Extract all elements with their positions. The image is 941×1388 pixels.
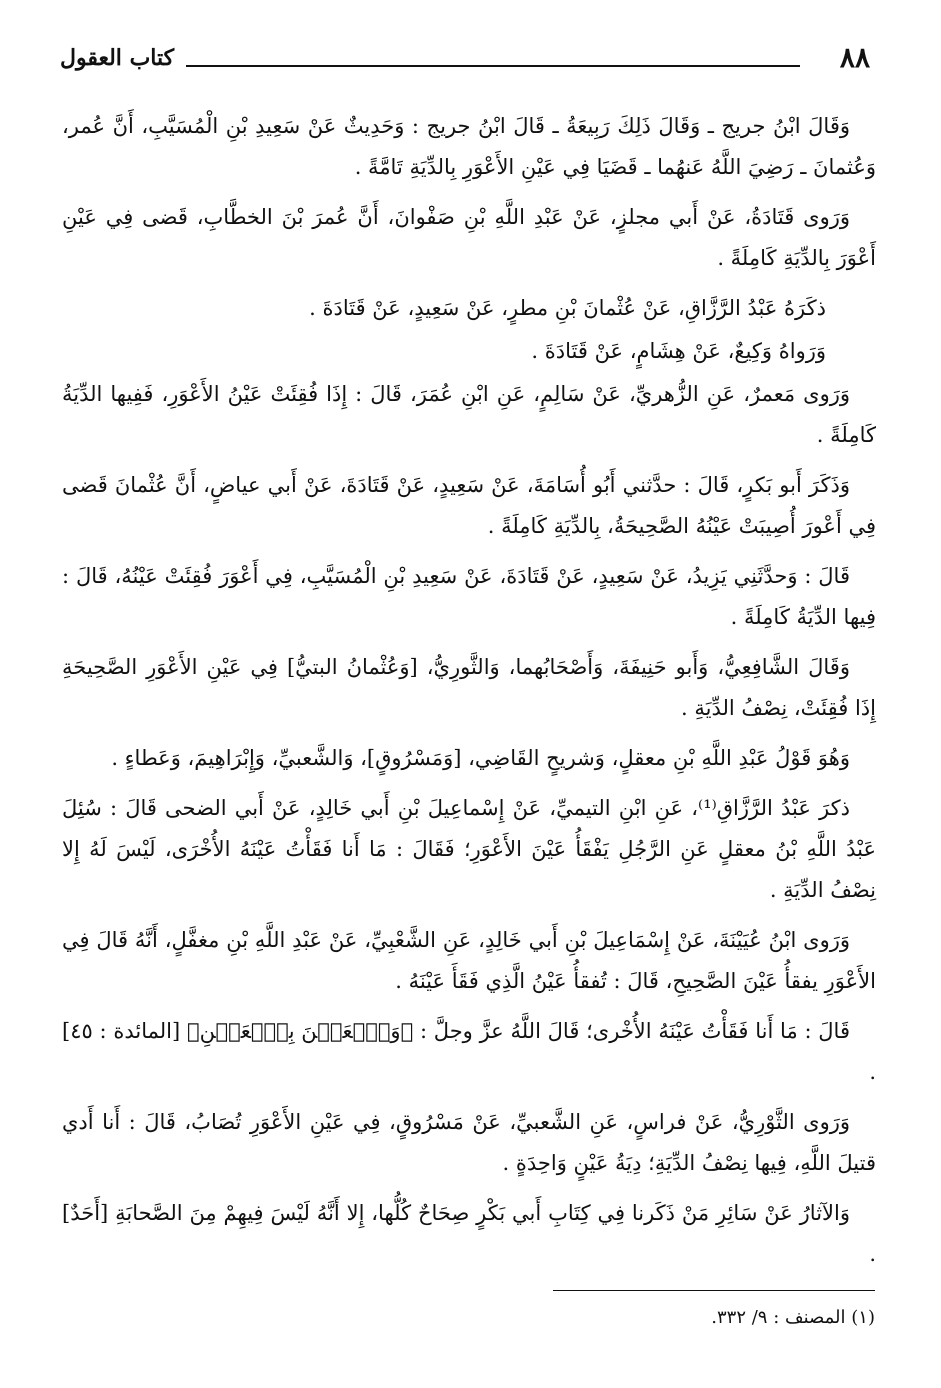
main-text bbox=[62, 106, 876, 1284]
footnote-separator bbox=[553, 1290, 875, 1291]
paragraph: وَالآثارُ عَنْ سَائِرِ مَنْ ذَكَرنا فِي كِتَابِ أَبي بَكْرٍ صِحَاحٌ كُلُّها، إِلا أَنَّهُ لَيْسَ فِيهِمْ مِنَ الصَّحابَةِ [أَحَدٌ] . bbox=[62, 1201, 876, 1266]
header-rule bbox=[186, 65, 800, 67]
page-number: ٨٨ bbox=[839, 41, 870, 74]
paragraph: ذكرَ عَبْدُ الرَّزَّاقِ⁽¹⁾، عَنِ ابْنِ التيميِّ، عَنْ إِسْماعِيلَ بْنِ أَبي خَالِدٍ، عَنْ أَبي الضحى قَالَ : سُئِلَ عَبْدُ اللَّهِ بْنُ معقلٍ عَنِ الرَّجُلِ يَفْقَأُ عَيْنَ الأَعْوَرِ؛ فَقَالَ : مَا أَنا فَقَأْتُ عَيْنَهُ الأُخْرَى، لَيْسَ لَهُ إِلا نِصْفُ الدِّيَةِ . bbox=[62, 796, 876, 902]
paragraph: وَقَالَ ابْنُ جريج ـ وَقَالَ ذَلِكَ رَبِيعَةُ ـ قَالَ ابْنُ جريج : وَحَدِيثٌ عَنْ سَعِيدِ بْنِ الْمُسَيَّبِ، أَنَّ عُمر، وَعُثمانَ ـ رَضِيَ اللَّهُ عَنهُما ـ قَضَيَا فِي عَيْنِ الأَعْوَرِ بِالدِّيَةِ تَامَّةً . bbox=[62, 114, 876, 179]
page-header bbox=[60, 40, 870, 76]
running-title: كتاب العقول bbox=[60, 45, 175, 71]
paragraph: قَالَ : وَحدَّثَنِي يَزِيدُ، عَنْ سَعِيدٍ، عَنْ قَتَادَةَ، عَنْ سَعِيدِ بْنِ الْمُسَيَّبِ، فِي أَعْوَرَ فُقِئَتْ عَيْنُهُ، قَالَ : فِيها الدِّيَةُ كَامِلَةً . bbox=[62, 564, 876, 629]
paragraph: وَرَوى مَعمرٌ، عَنِ الزُّهريِّ، عَنْ سَالِمٍ، عَنِ ابْنِ عُمَرَ، قَالَ : إِذَا فُقِئَتْ عَيْنُ الأَعْوَرِ، فَفِيها الدِّيَةُ كَامِلَةً . bbox=[62, 382, 876, 447]
paragraph: وَقَالَ الشَّافِعِيُّ، وَأَبو حَنِيفَةَ، وَأَصْحَابُهما، وَالثَّورِيُّ، [وَعُثْمانُ البتيُّ] فِي عَيْنِ الأَعْوَرِ الصَّحِيحَةِ إِذَا فُقِئَتْ، نِصْفُ الدِّيَةِ . bbox=[62, 655, 876, 720]
footnote: (١) المصنف : ٩/ ٣٣٢. bbox=[711, 1307, 875, 1328]
paragraph: ذكَرَهُ عَبْدُ الرَّزَّاقِ، عَنْ عُثْمانَ بْنِ مطرٍ، عَنْ سَعِيدٍ، عَنْ قَتَادَةَ . bbox=[309, 296, 826, 320]
paragraph: قَالَ : مَا أَنا فَقَأْتُ عَيْنَهُ الأُخْرى؛ قَالَ اللَّهُ عزَّ وجلَّ : ﴿وَٱلۡعَيۡنَ بِٱلۡعَيۡنِ﴾ [المائدة : ٤٥] . bbox=[62, 1019, 876, 1084]
paragraph: وَرَوى ابْنُ عُيَيْنَةَ، عَنْ إِسْمَاعِيلَ بْنِ أَبي خَالِدٍ، عَنِ الشَّعْبِيِّ، عَنْ عَبْدِ اللَّهِ بْنِ مغفَّلٍ، أَنَّهُ قَالَ فِي الأَعْوَرِ يفقأُ عَيْنَ الصَّحِيحِ، قَالَ : تُفقأُ عَيْنُ الَّذِي فَقَأَ عَيْنَهُ . bbox=[62, 928, 876, 993]
paragraph: وَرَوى الثَّوْرِيُّ، عَنْ فراسٍ، عَنِ الشَّعبيِّ، عَنْ مَسْرُوقٍ، فِي عَيْنِ الأَعْوَرِ تُصَابُ، قَالَ : أَنا أَدي قتيلَ اللَّهِ، فِيها نِصْفُ الدِّيَةِ؛ دِيَةُ عَيْنٍ وَاحِدَةٍ . bbox=[62, 1110, 876, 1175]
paragraph: وَذَكَرَ أَبو بَكرٍ، قَالَ : حدَّثني أَبُو أُسَامَةَ، عَنْ سَعِيدٍ، عَنْ قَتَادَةَ، عَنْ أَبي عياضٍ، أَنَّ عُثْمانَ قَضى فِي أَعْورَ أُصِيبَتْ عَيْنُهُ الصَّحِيحَةُ، بِالدِّيَةِ كَامِلَةً . bbox=[62, 473, 876, 538]
paragraph: وَرَوى قَتَادَةُ، عَنْ أَبي مجلزٍ، عَنْ عَبْدِ اللَّهِ بْنِ صَفْوانَ، أَنَّ عُمرَ بْنَ الخطَّابِ، قَضى فِي عَيْنِ أَعْوَرَ بِالدِّيَةِ كَامِلَةً . bbox=[62, 205, 876, 270]
paragraph: وَهُوَ قَوْلُ عَبْدِ اللَّهِ بْنِ معقلٍ، وَشريحٍ القَاضِي، [وَمَسْرُوقٍ]، وَالشَّعبيِّ، وَإِبْرَاهِيمَ، وَعَطاءٍ . bbox=[111, 746, 850, 770]
paragraph: وَرَواهُ وَكِيعٌ، عَنْ هِشَامٍ، عَنْ قَتَادَةَ . bbox=[531, 339, 826, 363]
